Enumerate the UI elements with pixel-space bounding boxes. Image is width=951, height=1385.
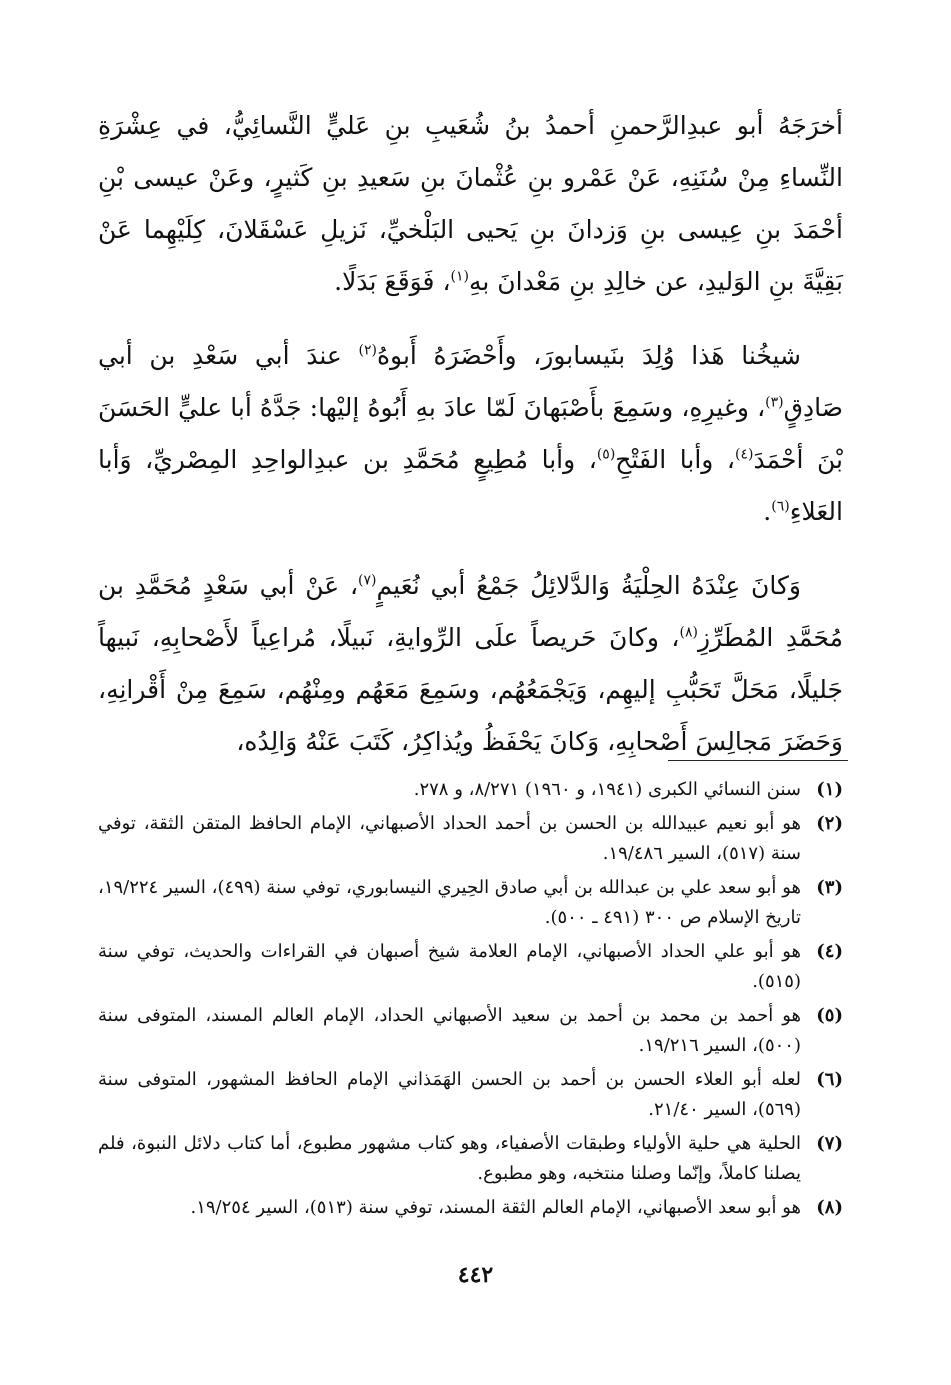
footnote-number: (٤)	[816, 941, 843, 962]
paragraph-1-text-a: أخرَجَهُ أبو عبدِالرَّحمنِ أحمدُ بنُ شُعَيبِ بنِ عَليٍّ النَّسائِيُّ، في عِشْرَةِ النِّساءِ مِنْ سُنَنِهِ، عَنْ عَمْرو بنِ عُثْمانَ بنِ سَعيدِ بنِ كَثيرٍ، وعَنْ عيسى بْنِ أحْمَدَ بنِ عِيسى بنِ وَزدانَ بنِ يَحيى البَلْخيِّ، نَزيلِ عَسْقَلانَ، كِلَيْهِما عَنْ بَقِيَّةَ بنِ الوَليدِ، عن خالِدِ بنِ مَعْدانَ بهِ	[98, 111, 843, 296]
footnote-ref-3: (٣)	[765, 394, 784, 411]
paragraph-3-text-b: ، عَنْ أبي سَعْدٍ مُحَمَّدِ بن مُحَمَّدِ المُطَرِّزِ	[98, 571, 843, 652]
paragraph-1	[98, 100, 843, 308]
footnote-text: لعله أبو العلاء الحسن بن أحمد بن الحسن الهَمَذاني الإمام الحافظ المشهور، المتوفى سنة (٥٦٩)، السير ٢١/٤٠.	[98, 1069, 801, 1120]
footnote-ref-4: (٤)	[734, 446, 754, 463]
footnote-number: (٨)	[816, 1197, 843, 1218]
footnote-4	[98, 937, 843, 997]
footnote-text: سنن النسائي الكبرى (١٩٤١، و ١٩٦٠) ٨/٢٧١، و ٢٧٨.	[413, 779, 801, 800]
footnote-text: هو أحمد بن محمد بن أحمد بن سعيد الأصبهاني الحداد، الإمام العالم المسند، المتوفى سنة (٥٠٠)، السير ١٩/٢١٦.	[98, 1005, 801, 1056]
footnote-separator	[668, 760, 848, 761]
footnote-7	[98, 1129, 843, 1189]
footnote-ref-7: (٧)	[358, 572, 377, 589]
paragraph-2-text-d: ، وأبا الفَتْحِ	[615, 445, 735, 474]
footnote-2	[98, 809, 843, 869]
footnotes	[98, 775, 843, 1227]
footnote-ref-1: (١)	[450, 268, 469, 285]
footnote-text: هو أبو سعد الأصبهاني، الإمام العالم الثقة المسند، توفي سنة (٥١٣)، السير ١٩/٢٥٤.	[190, 1197, 801, 1218]
footnote-number: (٥)	[816, 1005, 843, 1026]
footnote-text: هو أبو سعد علي بن عبدالله بن أبي صادق الحِيري النيسابوري، توفي سنة (٤٩٩)، السير ١٩/٢٢٤، تاريخ الإسلام ص ٣٠٠ (٤٩١ ـ ٥٠٠).	[98, 877, 801, 928]
footnote-number: (١)	[816, 779, 843, 800]
paragraph-2-text-b: عندَ أبي سَعْدِ بن أبي صَادِقٍ	[98, 341, 843, 422]
paragraph-3-text-c: ، وكانَ حَريصاً علَى الرِّوايةِ، نَبيلًا، مُراعِياً لأَصْحابِهِ، نَبيهاً جَليلًا، مَحَلَّ تَحَبُّبِ إليهِم، وَيَجْمَعُهُم، وسَمِعَ مَعَهُم ومِنْهُم، سَمِعَ مِنْ أَقْرانِهِ، وَحَضَرَ مَجالِسَ أَصْحابِهِ، وَكانَ يَحْفَظُ ويُذاكِرُ، كَتَبَ عَنْهُ وَالِدُه،	[98, 623, 843, 756]
footnote-3	[98, 873, 843, 933]
paragraph-2-text-c: ، وغيرِهِ، وسَمِعَ بأَصْبَهانَ لَمّا عادَ بهِ أَبُوهُ إليْها: جَدَّهُ أبا عليٍّ الحَسَنَ بْنَ أحْمَدَ	[98, 393, 843, 474]
paragraph-2-text-e: ، وأبا مُطِيعٍ مُحَمَّدِ بن عبدِالواحِدِ المِصْريِّ، وَأبا العَلاءِ	[98, 445, 843, 526]
main-text	[98, 100, 843, 790]
footnote-6	[98, 1065, 843, 1125]
footnote-text: هو أبو نعيم عبيدالله بن الحسن بن أحمد الحداد الأصبهاني، الإمام الحافظ المتقن الثقة، توفي سنة (٥١٧)، السير ١٩/٤٨٦.	[98, 813, 801, 864]
footnote-ref-2: (٢)	[358, 342, 377, 359]
paragraph-1-text-b: ، فَوَقَعَ بَدَلًا.	[334, 267, 451, 296]
paragraph-2	[98, 330, 843, 538]
paragraph-2-text-a: شيخُنا هَذا وُلِدَ بنَيسابورَ، وأَحْضَرَهُ أَبوهُ	[376, 341, 802, 370]
page-number: ٤٤٢	[457, 1262, 494, 1288]
footnote-text: هو أبو علي الحداد الأصبهاني، الإمام العلامة شيخ أصبهان في القراءات والحديث، توفي سنة (٥١٥).	[98, 941, 801, 992]
paragraph-2-text-f: .	[763, 497, 772, 526]
footnote-ref-8: (٨)	[679, 624, 698, 641]
footnote-5	[98, 1001, 843, 1061]
paragraph-3-text-a: وَكانَ عِنْدَهُ الحِلْيَةُ وَالدَّلائِلُ جَمْعُ أبي نُعَيمٍ	[376, 571, 801, 600]
footnote-8	[98, 1193, 843, 1223]
footnote-number: (٧)	[816, 1133, 843, 1154]
footnote-number: (٣)	[816, 877, 843, 898]
footnote-1	[98, 775, 843, 805]
footnote-number: (٦)	[816, 1069, 843, 1090]
footnote-number: (٢)	[816, 813, 843, 834]
footnote-ref-6: (٦)	[771, 498, 790, 515]
footnote-text: الحلية هي حلية الأولياء وطبقات الأصفياء، وهو كتاب مشهور مطبوع، أما كتاب دلائل النبوة، فلم يصلنا كاملاً، وإنّما وصلنا منتخبه، وهو مطبوع.	[98, 1133, 801, 1184]
paragraph-3	[98, 560, 843, 768]
footnote-ref-5: (٥)	[596, 446, 616, 463]
